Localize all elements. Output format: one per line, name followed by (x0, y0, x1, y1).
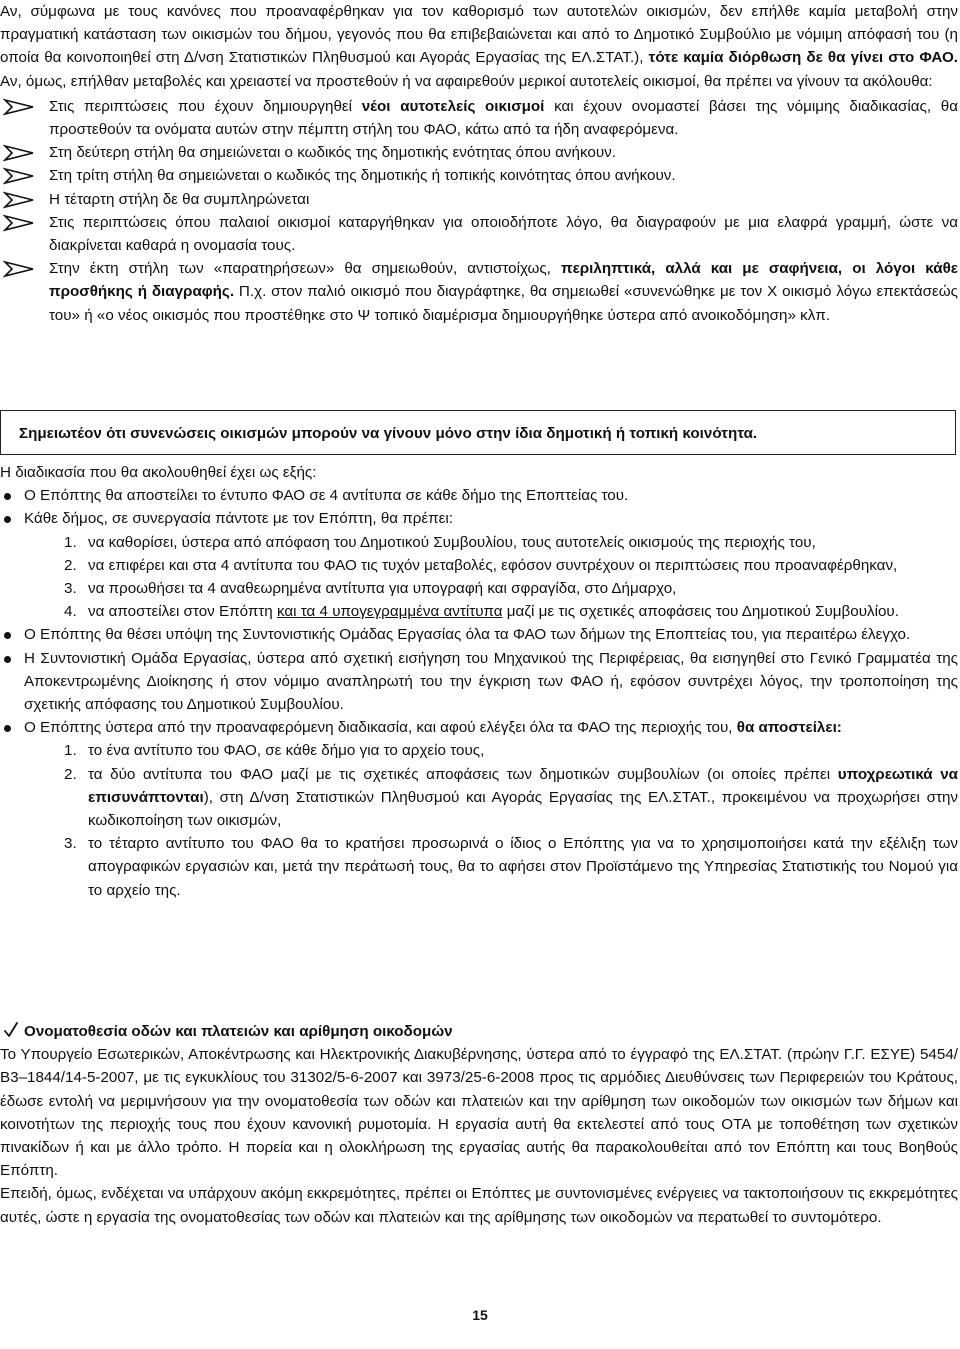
bullet-item: Ο Επόπτης θα θέσει υπόψη της Συντονιστικής Ομάδας Εργασίας όλα τα ΦΑΟ των δήμων της Εποπτείας του, για περαιτέρω έλεγχο. (0, 623, 958, 646)
bullet-dot-icon (4, 725, 11, 732)
note-text: Σημειωτέον ότι συνενώσεις οικισμών μπορούν να γίνουν μόνο στην ίδια δημοτική ή τοπική κοινότητα. (19, 425, 758, 442)
numbered-item: 3. να προωθήσει τα 4 αναθεωρημένα αντίτυπα για υπογραφή και σφραγίδα, στο Δήμαρχο, (0, 577, 958, 600)
underlined-text: και τα 4 υπογεγραμμένα αντίτυπα (276, 603, 503, 621)
arrow-item: Στη τρίτη στήλη θα σημειώνεται ο κωδικός της δημοτικής ή τοπικής κοινότητας όπου ανήκουν. (0, 164, 958, 187)
arrow-bullet-icon (3, 260, 39, 278)
intro-bold-text: τότε καμία διόρθωση δε θα γίνει στο ΦΑΟ. (648, 49, 958, 67)
arrow-item: Στην έκτη στήλη των «παρατηρήσεων» θα σημειωθούν, αντιστοίχως, περιληπτικά, αλλά και με σαφήνεια, οι λόγοι κάθε προσθήκης ή διαγραφής. Π.χ. στον παλιό οικισμό που διαγράφτηκε, θα σημειωθεί «συνενώθηκε με τον Χ οικισμό λόγω επεκτάσεώς του» ή «ο νέος οικισμός που προστέθηκε στο Ψ τοπικό διαμέρισμα δημιουργήθηκε ύστερα από ανοικοδόμηση» κλπ. (0, 257, 958, 327)
numbered-item: 2. τα δύο αντίτυπα του ΦΑΟ μαζί με τις σχετικές αποφάσεις των δημοτικών συμβουλίων (οι οποίες πρέπει υποχρεωτικά να επισυνάπτονται), στη Δ/νση Στατιστικών Πληθυσμού και Αγοράς Εργασίας της ΕΛ.ΣΤΑΤ., προκειμένου να προχωρήσει στην κωδικοποίηση των οικισμών, (0, 763, 958, 833)
intro-text-b: Αν, όμως, επήλθαν μεταβολές και χρειαστεί να προστεθούν ή να αφαιρεθούν μερικοί αυτοτελείς οικισμοί, θα πρέπει να γίνουν τα ακόλουθα: (0, 72, 933, 90)
item-number: 1. (64, 533, 77, 551)
numbered-item: 3. το τέταρτο αντίτυπο του ΦΑΟ θα το κρατήσει προσωρινά ο ίδιος ο Επόπτης για να το χρησιμοποιήσει κατά την εξέλιξη των απογραφικών εργασιών και, μετά την περάτωσή τους, θα το αφήσει στον Προϊστάμενο της Υπηρεσίας Στατιστικής του Νομού για το αρχείο της. (0, 832, 958, 902)
item-number: 2. (64, 556, 77, 574)
numbered-item: 2. να επιφέρει και στα 4 αντίτυπα του ΦΑΟ τις τυχόν μεταβολές, εφόσον συντρέχουν οι περιπτώσεις που προαναφέρθηκαν, (0, 554, 958, 577)
arrow-bullet-icon (3, 144, 39, 162)
arrow-item: Στις περιπτώσεις που έχουν δημιουργηθεί νέοι αυτοτελείς οικισμοί και έχουν ονομαστεί βάσει της νόμιμης διαδικασίας, θα προστεθούν τα ονόματα αυτών στην πέμπτη στήλη του ΦΑΟ, κάτω από τα ήδη αναφερόμενα. (0, 95, 958, 141)
item-number: 1. (64, 742, 77, 760)
bullet-dot-icon (4, 493, 11, 500)
intro-text-a: Αν, σύμφωνα με τους κανόνες που προαναφέρθηκαν για τον καθορισμό των αυτοτελών οικισμών, δεν επήλθε καμία μεταβολή στην πραγματική κατάσταση των οικισμών του δήμου, γεγονός που θα επιβεβαιώνεται και από το Δημοτικό Συμβούλιο με νόμιμη απόφασή του (η οποία θα κοινοποιηθεί στη Δ/νση Στατιστικών Πληθυσμού και Αγοράς Εργασίας της ΕΛ.ΣΤΑΤ.), (0, 3, 958, 67)
arrow-item: Η τέταρτη στήλη δε θα συμπληρώνεται (0, 188, 958, 211)
item-number: 4. (64, 603, 77, 621)
numbered-item: 1. το ένα αντίτυπο του ΦΑΟ, σε κάθε δήμο για το αρχείο τους, (0, 739, 958, 762)
numbered-item: 4. να αποστείλει στον Επόπτη και τα 4 υπογεγραμμένα αντίτυπα μαζί με τις σχετικές αποφάσεις του Δημοτικού Συμβουλίου. (0, 600, 958, 623)
note-box (0, 410, 956, 455)
bullet-item: Κάθε δήμος, σε συνεργασία πάντοτε με τον Επόπτη, θα πρέπει: (0, 507, 958, 530)
item-number: 2. (64, 765, 77, 783)
numbered-item: 1. να καθορίσει, ύστερα από απόφαση του Δημοτικού Συμβουλίου, τους αυτοτελείς οικισμούς της περιοχής του, (0, 531, 958, 554)
item-number: 3. (64, 835, 77, 853)
arrow-list (0, 95, 958, 327)
bullet-dot-icon (4, 632, 11, 639)
bullet-dot-icon (4, 516, 11, 523)
arrow-item: Στις περιπτώσεις όπου παλαιοί οικισμοί καταργήθηκαν για οποιοδήποτε λόγο, θα διαγραφούν με μια ελαφρά γραμμή, ώστε να διακρίνεται καθαρά η ονομασία τους. (0, 211, 958, 257)
arrow-item: Στη δεύτερη στήλη θα σημειώνεται ο κωδικός της δημοτικής ενότητας όπου ανήκουν. (0, 141, 958, 164)
arrow-bullet-icon (3, 191, 39, 209)
intro-paragraph (0, 0, 958, 93)
bullet-item: Ο Επόπτης ύστερα από την προαναφερόμενη διαδικασία, και αφού ελέγξει όλα τα ΦΑΟ της περιοχής του, θα αποστείλει: (0, 716, 958, 739)
arrow-bullet-icon (3, 214, 39, 232)
section-paragraph: Το Υπουργείο Εσωτερικών, Αποκέντρωσης και Ηλεκτρονικής Διακυβέρνησης, ύστερα από το έγγραφό της ΕΛ.ΣΤΑΤ. (πρώην Γ.Γ. ΕΣΥΕ) 5454/Β3–1844/14-5-2007, με τις εγκυκλίους του 31302/5-6-2007 και 3973/25-6-2008 προς τις αρμόδιες Διευθύνσεις των Περιφερειών του Κράτους, έδωσε εντολή να μεριμνήσουν για την ονοματοθεσία των οδών και πλατειών και την αρίθμηση των οικοδομών των οικισμών των δήμων και κοινοτήτων της περιοχής τους που έχουν κανονική ρυμοτομία. Η εργασία αυτή θα εκτελεστεί από τους ΟΤΑ με τοποθέτηση των σχετικών πινακίδων ή και με άλλο τρόπο. Η πορεία και η ολοκλήρωση της εργασίας αυτής θα παρακολουθείται από τον Επόπτη και τους Βοηθούς Επόπτη. (0, 1046, 958, 1180)
bullet-dot-icon (4, 656, 11, 663)
intro-section (0, 0, 958, 327)
procedure-section (0, 461, 958, 902)
arrow-bullet-icon (3, 167, 39, 185)
item-number: 3. (64, 580, 77, 598)
section-heading: Ονοματοθεσία οδών και πλατειών και αρίθμηση οικοδομών (0, 1020, 958, 1043)
section-paragraph: Επειδή, όμως, ενδέχεται να υπάρχουν ακόμη εκκρεμότητες, πρέπει οι Επόπτες με συντονισμένες ενέργειες να τακτοποιήσουν τις εκκρεμότητες αυτές, ώστε η εργασία της ονοματοθεσίας των οδών και πλατειών και της αρίθμησης των οικοδομών να περατωθεί το συντομότερο. (0, 1185, 958, 1226)
arrow-bullet-icon (3, 98, 39, 116)
procedure-intro: Η διαδικασία που θα ακολουθηθεί έχει ως εξής: (0, 464, 317, 481)
bullet-item: Ο Επόπτης θα αποστείλει το έντυπο ΦΑΟ σε 4 αντίτυπα σε κάθε δήμο της Εποπτείας του. (0, 484, 958, 507)
street-naming-section (0, 1020, 958, 1229)
page-number: 15 (472, 1307, 488, 1323)
bullet-item: Η Συντονιστική Ομάδα Εργασίας, ύστερα από σχετική εισήγηση του Μηχανικού της Περιφέρειας, θα εισηγηθεί στο Γενικό Γραμματέα της Αποκεντρωμένης Διοίκησης ή στον νόμιμο αναπληρωτή του την έγκριση των ΦΑΟ ή, εφόσον συντρέχει λόγος, την τροποποίηση της σχετικής απόφασης του Δημοτικού Συμβουλίου. (0, 647, 958, 717)
checkmark-icon (4, 1022, 18, 1038)
